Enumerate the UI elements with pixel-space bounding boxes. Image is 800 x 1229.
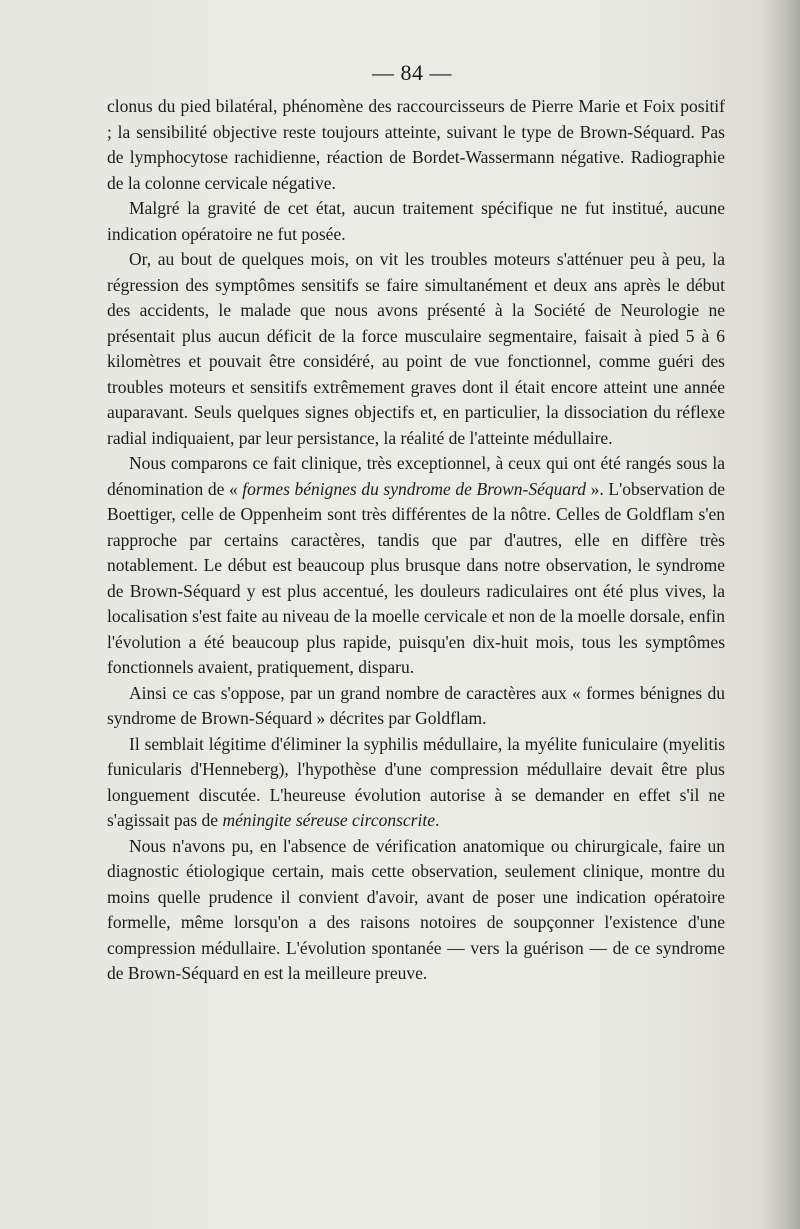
italic-text: formes bénignes du syndrome de Brown-Séquard — [242, 478, 587, 499]
text-run: Nous comparons ce fait clinique, très exceptionnel, à ceux qui ont été rangés sous la dénomination de « — [107, 453, 725, 499]
binding-shadow — [760, 0, 800, 1229]
text-run: Or, au bout de quelques mois, on vit les troubles moteurs s'atténuer peu à peu, la régression des symptômes sensitifs se faire simultanément et deux ans après le début des accidents, le malade que nous avons présenté à la Société de Neurologie ne présentait plus aucun déficit de la force musculaire segmentaire, faisait à pied 5 à 6 kilomètres et pouvait être considéré, au point de vue fonctionnel, comme guéri des troubles moteurs et sensitifs extrêmement graves dont il était encore atteint une année auparavant. Seuls quelques signes objectifs et, en particulier, la dissociation du réflexe radial indiquaient, par leur persistance, la réalité de l'atteinte médullaire. — [107, 249, 725, 448]
page-number: — 84 — — [372, 60, 452, 85]
italic-text: méningite séreuse circonscrite — [222, 810, 435, 830]
text-run: ». L'observation de Boettiger, celle de Oppenheim sont très différentes de la nôtre. Celles de Goldflam s'en rapproche par certains caractères, tandis que par d'autres, elle en diffère très notablement. Le début est beaucoup plus brusque dans notre observation, le syndrome de Brown-Séquard y est plus accentué, les douleurs radiculaires ont été plus vives, la localisation s'est faite au niveau de la moelle cervicale et non de la moelle dorsale, enfin l'évolution a été beaucoup plus rapide, puisqu'en dix-huit mois, tous les symptômes fonctionnels avaient, pratiquement, disparu. — [107, 478, 725, 677]
text-run: Malgré la gravité de cet état, aucun traitement spécifique ne fut institué, aucune indication opératoire ne fut posée. — [107, 198, 725, 244]
paragraph — [107, 94, 725, 196]
text-run: Il semblait légitime d'éliminer la syphilis médullaire, la myélite funiculaire (myelitis funicularis d'Henneberg), l'hypothèse d'une compression médullaire devait être plus longuement discutée. L'heureuse évolution autorise à se demander en effet s'il ne s'agissait pas de — [107, 733, 725, 830]
text-run: clonus du pied bilatéral, phénomène des raccourcisseurs de Pierre Marie et Foix positif ; la sensibilité objective reste toujours atteinte, suivant le type de Brown-Séquard. Pas de lymphocytose rachidienne, réaction de Bordet-Wassermann négative. Radiographie de la colonne cervicale négative. — [107, 96, 725, 193]
paragraph — [107, 247, 725, 451]
text-run: Nous n'avons pu, en l'absence de vérification anatomique ou chirurgicale, faire un diagnostic étiologique certain, mais cette observation, seulement clinique, montre du moins quelle prudence il convient d'avoir, avant de poser une indication opératoire formelle, même lorsqu'on a des raisons notoires de soupçonner l'existence d'une compression médullaire. L'évolution spontanée — vers la guérison — de ce syndrome de Brown-Séquard en est la meilleure preuve. — [107, 835, 725, 983]
text-run: . — [434, 810, 440, 830]
paragraph — [107, 451, 725, 681]
text-run: Ainsi ce cas s'oppose, par un grand nombre de caractères aux « formes bénignes du syndrome de Brown-Séquard » décrites par Goldflam. — [107, 682, 725, 728]
paragraph — [107, 732, 725, 834]
paragraph — [107, 834, 725, 987]
paragraph — [107, 681, 725, 732]
paragraph — [107, 196, 725, 247]
text-body — [107, 94, 725, 987]
